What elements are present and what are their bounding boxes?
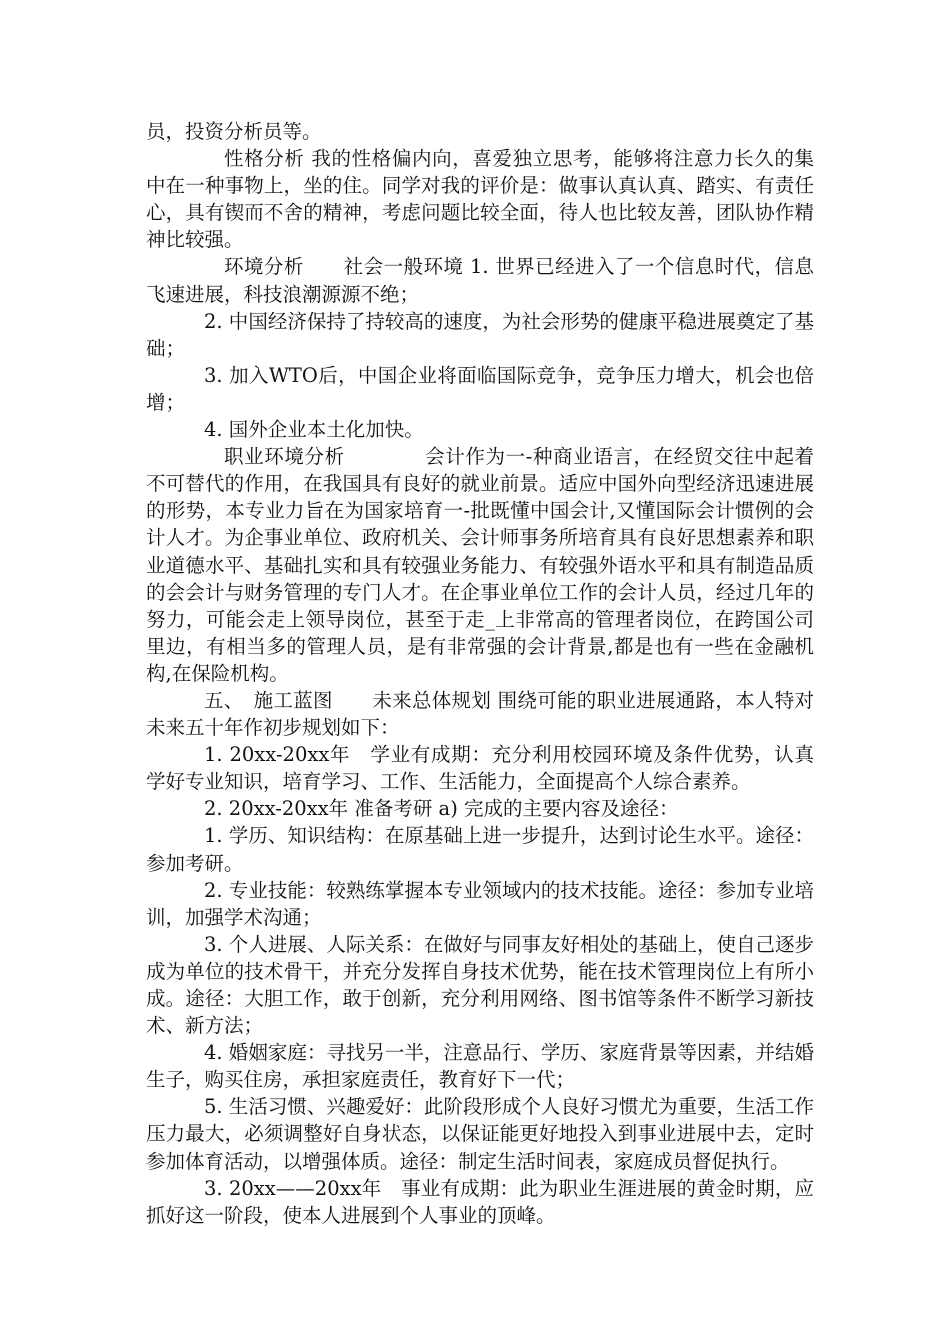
paragraph: 1. 学历、知识结构：在原基础上进一步提升，达到讨论生水平。途径：参加考研。: [146, 824, 814, 875]
paragraph: 员，投资分析员等。: [146, 120, 322, 143]
paragraph: 4. 婚姻家庭：寻找另一半，注意品行、学历、家庭背景等因素，并结婚生子，购买住房，承担家庭责任，教育好下一代；: [146, 1041, 814, 1092]
paragraph: 2. 专业技能：较熟练掌握本专业领域内的技术技能。途径：参加专业培训，加强学术沟通；: [146, 878, 814, 929]
document-body: [146, 118, 814, 1229]
paragraph: 3. 20xx——20xx年 事业有成期：此为职业生涯进展的黄金时期，应抓好这一阶段，使本人进展到个人事业的顶峰。: [146, 1176, 814, 1227]
paragraph: 2. 20xx-20xx年 准备考研 a) 完成的主要内容及途径：: [204, 797, 679, 821]
paragraph: 1. 20xx-20xx年 学业有成期：充分利用校园环境及条件优势，认真学好专业知识，培育学习、工作、生活能力，全面提高个人综合素养。: [146, 743, 814, 794]
paragraph: 五、 施工蓝图 未来总体规划 围绕可能的职业进展通路，本人特对未来五十年作初步规划如下：: [146, 688, 814, 740]
paragraph: 3. 个人进展、人际关系：在做好与同事友好相处的基础上，使自己逐步成为单位的技术骨干，并充分发挥自身技术优势，能在技术管理岗位上有所小成。途径：大胆工作，敢于创新，充分利用网络、图书馆等条件不断学习新技术、新方法；: [146, 932, 814, 1038]
paragraph: 5. 生活习惯、兴趣爱好：此阶段形成个人良好习惯尤为重要，生活工作压力最大，必须调整好自身状态，以保证能更好地投入到事业进展中去，定时参加体育活动，以增强体质。途径：制定生活时间表，家庭成员督促执行。: [146, 1095, 814, 1173]
paragraph: 2. 中国经济保持了持较高的速度，为社会形势的健康平稳进展奠定了基础；: [146, 309, 814, 360]
paragraph: 性格分析 我的性格偏内向，喜爱独立思考，能够将注意力长久的集中在一种事物上，坐的住。同学对我的评价是：做事认真认真、踏实、有责任心，具有锲而不舍的精神，考虑问题比较全面，待人也比较友善，团队协作精神比较强。: [146, 147, 814, 252]
paragraph: 3. 加入WTO后，中国企业将面临国际竞争，竞争压力增大，机会也倍增；: [146, 363, 814, 414]
paragraph: 职业环境分析 会计作为一-种商业语言，在经贸交往中起着不可替代的作用，在我国具有良好的就业前景。适应中国外向型经济迅速进展的形势，本专业力旨在为国家培育一-批既懂中国会计,又懂国际会计惯例的会计人才。为企事业单位、政府机关、会计师事务所培育具有良好思想素养和职业道德水平、基础扎实和具有较强业务能力、有较强外语水平和具有制造品质的会会计与财务管理的专门人才。在企事业单位工作的会计人员，经过几年的努力，可能会走上领导岗位，甚至于走_上非常高的管理者岗位，在跨国公司里边，有相当多的管理人员，是有非常强的会计背景,都是也有一些在金融机构,在保险机构。: [146, 445, 814, 685]
paragraph: 4. 国外企业本土化加快。: [204, 418, 424, 442]
paragraph: 环境分析 社会一般环境 1. 世界已经进入了一个信息时代，信息飞速进展，科技浪潮源源不绝；: [146, 255, 814, 306]
